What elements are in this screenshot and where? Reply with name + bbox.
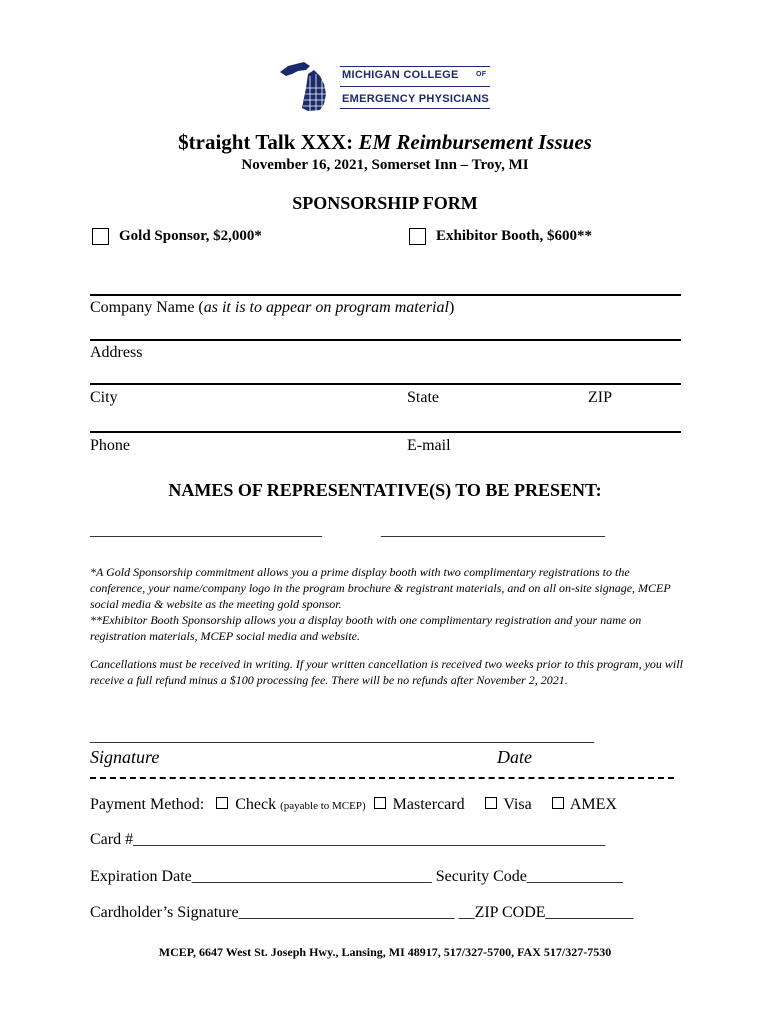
phone-line[interactable]	[90, 431, 681, 433]
payment-method-row	[90, 796, 617, 814]
date-label: Date	[497, 747, 532, 767]
check-label: Check	[235, 796, 277, 813]
cancellation-note: Cancellations must be received in writing. If your written cancellation is received two weeks prior to this program, you will receive a full refund minus a $100 processing fee. There will be no refunds after November 2, 2021.	[90, 657, 683, 687]
address-label: Address	[90, 344, 143, 361]
address-line[interactable]	[90, 339, 681, 341]
check-note: (payable to MCEP)	[280, 800, 366, 812]
mastercard-checkbox[interactable]	[374, 797, 386, 809]
phone-label: Phone	[90, 437, 130, 454]
gold-sponsor-label: Gold Sponsor, $2,000*	[119, 228, 262, 244]
mastercard-label: Mastercard	[392, 796, 465, 813]
check-checkbox[interactable]	[216, 797, 228, 809]
gold-sponsor-note: *A Gold Sponsorship commitment allows you a prime display booth with two complimentary registrations to the conference, your name/company logo in the program brochure & registrant materials, and on all on-site signage, MCEP social media & website as the meeting gold sponsor.	[90, 565, 671, 611]
email-label: E-mail	[407, 437, 451, 454]
logo-line2: EMERGENCY PHYSICIANS	[342, 93, 489, 105]
signature-line[interactable]: _______________________________________________________________	[90, 728, 594, 745]
event-subtitle: November 16, 2021, Somerset Inn – Troy, MI	[241, 157, 529, 173]
signature-label: Signature	[90, 747, 160, 767]
company-name-label: Company Name (as it is to appear on program material)	[90, 299, 455, 316]
visa-label: Visa	[503, 796, 532, 813]
representatives-heading: NAMES OF REPRESENTATIVE(S) TO BE PRESENT:	[168, 480, 602, 500]
card-number-field[interactable]: Card #___________________________________________________________	[90, 831, 606, 848]
gold-sponsor-checkbox[interactable]	[92, 228, 109, 245]
exhibitor-booth-checkbox[interactable]	[409, 228, 426, 245]
michigan-map-icon	[278, 58, 338, 114]
city-label: City	[90, 389, 118, 406]
representative-blank-1[interactable]: _____________________________	[90, 522, 322, 539]
expiration-security-field[interactable]: Expiration Date______________________________ Security Code____________	[90, 868, 623, 885]
event-title: $traight Talk XXX: EM Reimbursement Issues	[178, 130, 592, 154]
cut-line	[90, 777, 674, 779]
mcep-logo	[278, 58, 493, 113]
footer-address: MCEP, 6647 West St. Joseph Hwy., Lansing, MI 48917, 517/327-5700, FAX 517/327-7530	[158, 945, 612, 959]
amex-label: AMEX	[569, 796, 617, 813]
city-line[interactable]	[90, 383, 681, 385]
representative-blank-2[interactable]: ____________________________	[381, 522, 605, 539]
exhibitor-booth-label: Exhibitor Booth, $600**	[436, 228, 592, 244]
company-line[interactable]	[90, 294, 681, 296]
zip-label: ZIP	[588, 389, 612, 406]
cardholder-zip-field[interactable]: Cardholder’s Signature___________________________ __ZIP CODE___________	[90, 904, 634, 921]
exhibitor-note: **Exhibitor Booth Sponsorship allows you a display booth with one complimentary registration and your name on registration materials, MCEP social media and website.	[90, 613, 642, 643]
form-title: SPONSORSHIP FORM	[292, 193, 478, 213]
logo-of: OF	[476, 71, 487, 78]
logo-line1: MICHIGAN COLLEGE	[342, 69, 459, 81]
state-label: State	[407, 389, 439, 406]
amex-checkbox[interactable]	[552, 797, 564, 809]
payment-method-label: Payment Method:	[90, 796, 205, 813]
visa-checkbox[interactable]	[485, 797, 497, 809]
